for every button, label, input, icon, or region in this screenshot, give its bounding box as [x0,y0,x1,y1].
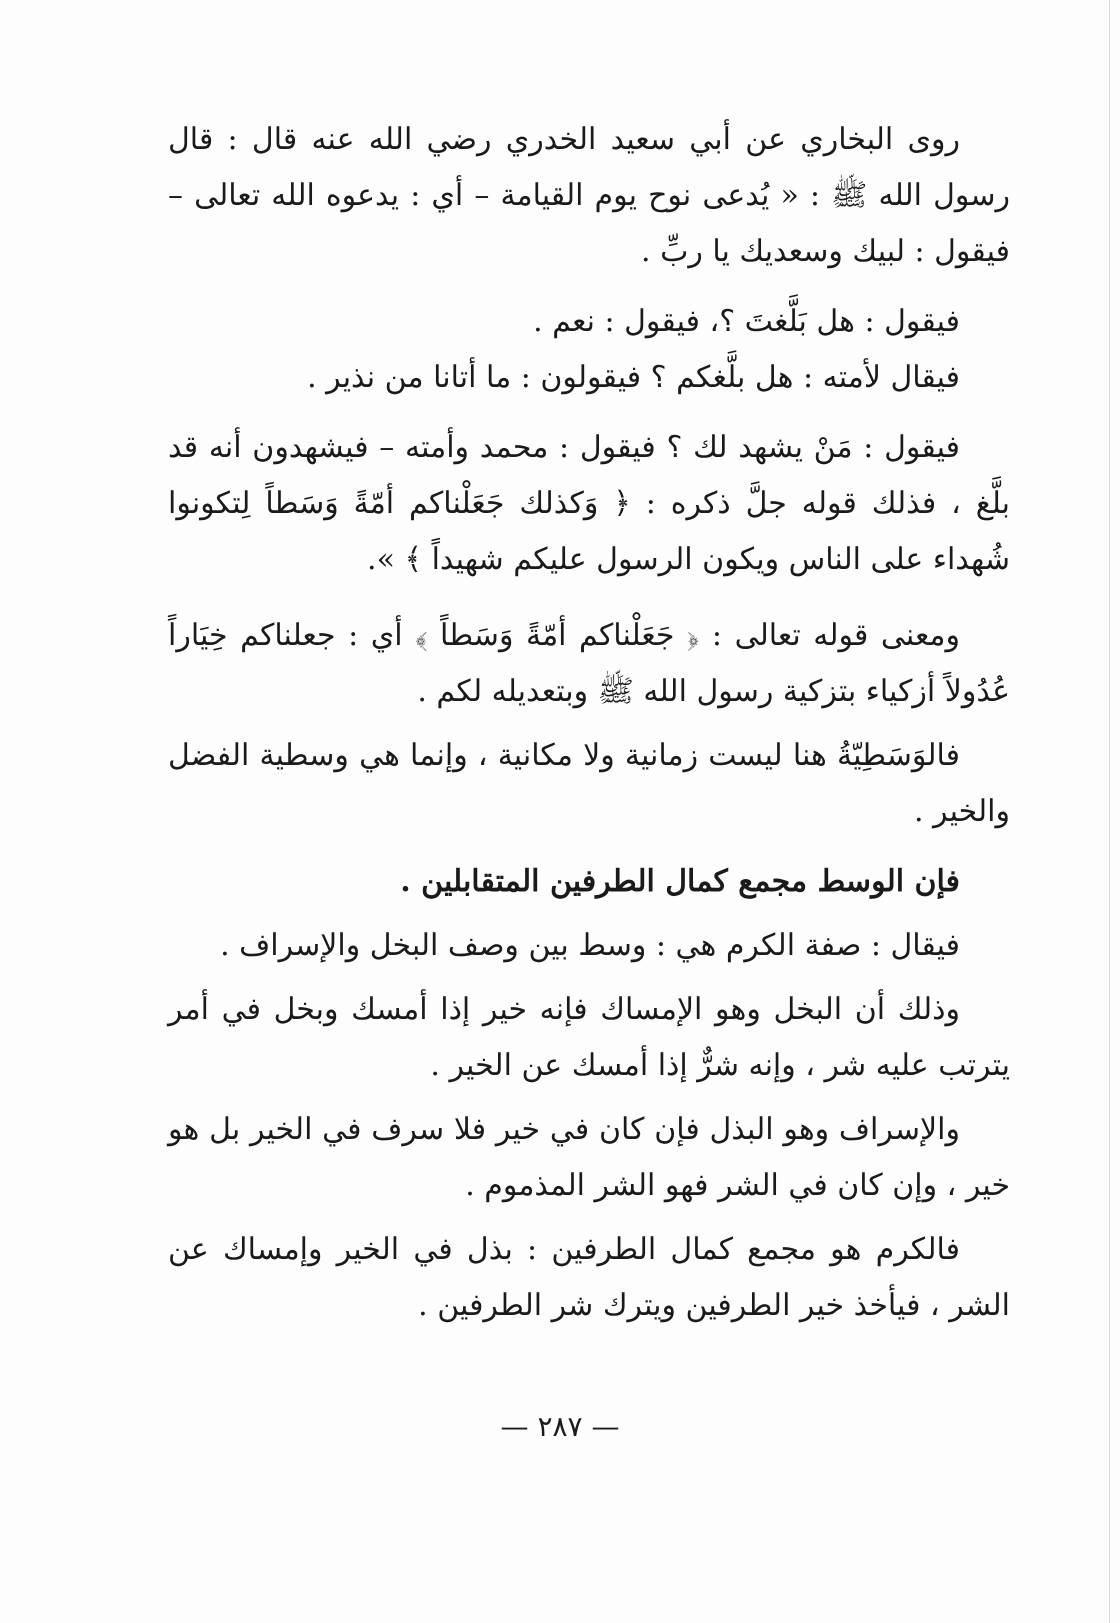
paragraph-meaning-of-verse: ومعنى قوله تعالى : ﴿ جَعَلْناكم أمّةً وَسَطاً ﴾ أي : جعلناكم خِيَاراً عُدُولاً أزكياء بتزكية رسول الله ﷺ وبتعديله لكم . [168,618,1010,709]
paragraph-extravagance: والإسراف وهو البذل فإن كان في خير فلا سرف في الخير بل هو خير ، وإن كان في الشر فهو الشر المذموم . [168,1112,1010,1203]
paragraph-conclusion: فالكرم هو مجمع كمال الطرفين : بذل في الخير وإمساك عن الشر ، فيأخذ خير الطرفين ويترك شر الطرفين . [168,1232,1010,1323]
paragraph-nation-asked: فيقال لأمته : هل بلَّغكم ؟ فيقولون : ما أتانا من نذير . [307,360,960,395]
paragraph-middle-combines-perfection: فإن الوسط مجمع كمال الطرفين المتقابلين . [400,864,960,899]
paragraph-miserliness: وذلك أن البخل وهو الإمساك فإنه خير إذا أمسك وبخل في أمر يترتب عليه شر ، وإنه شرٌّ إذا أمسك عن الخير . [168,992,1010,1083]
paragraph-hadith-opening: روى البخاري عن أبي سعيد الخدري رضي الله عنه قال : قال رسول الله ﷺ : « يُدعى نوح يوم القيامة – أي : يدعوه الله تعالى – فيقول : لبيك وسعديك يا ربِّ . [168,122,1010,269]
paragraph-did-you-convey: فيقول : هل بَلَّغتَ ؟، فيقول : نعم . [533,304,960,339]
page-body-text [168,112,1010,1334]
paragraph-wasatiyya: فالوَسَطِيّةُ هنا ليست زمانية ولا مكانية ، وإنما هي وسطية الفضل والخير . [168,738,1010,829]
paragraph-generosity: فيقال : صفة الكرم هي : وسط بين وصف البخل والإسراف . [220,928,960,963]
page-edge-divider [1109,0,1110,1623]
page-number: — ٢٨٧ — [500,1410,620,1443]
paragraph-who-bears-witness: فيقول : مَنْ يشهد لك ؟ فيقول : محمد وأمته – فيشهدون أنه قد بلَّغ ، فذلك قوله جلَّ ذكره : ﴿ وَكذلك جَعَلْناكم أمّةً وَسَطاً لِتكونوا شُهداء على الناس ويكون الرسول عليكم شهيداً ﴾ ». [168,430,1010,577]
